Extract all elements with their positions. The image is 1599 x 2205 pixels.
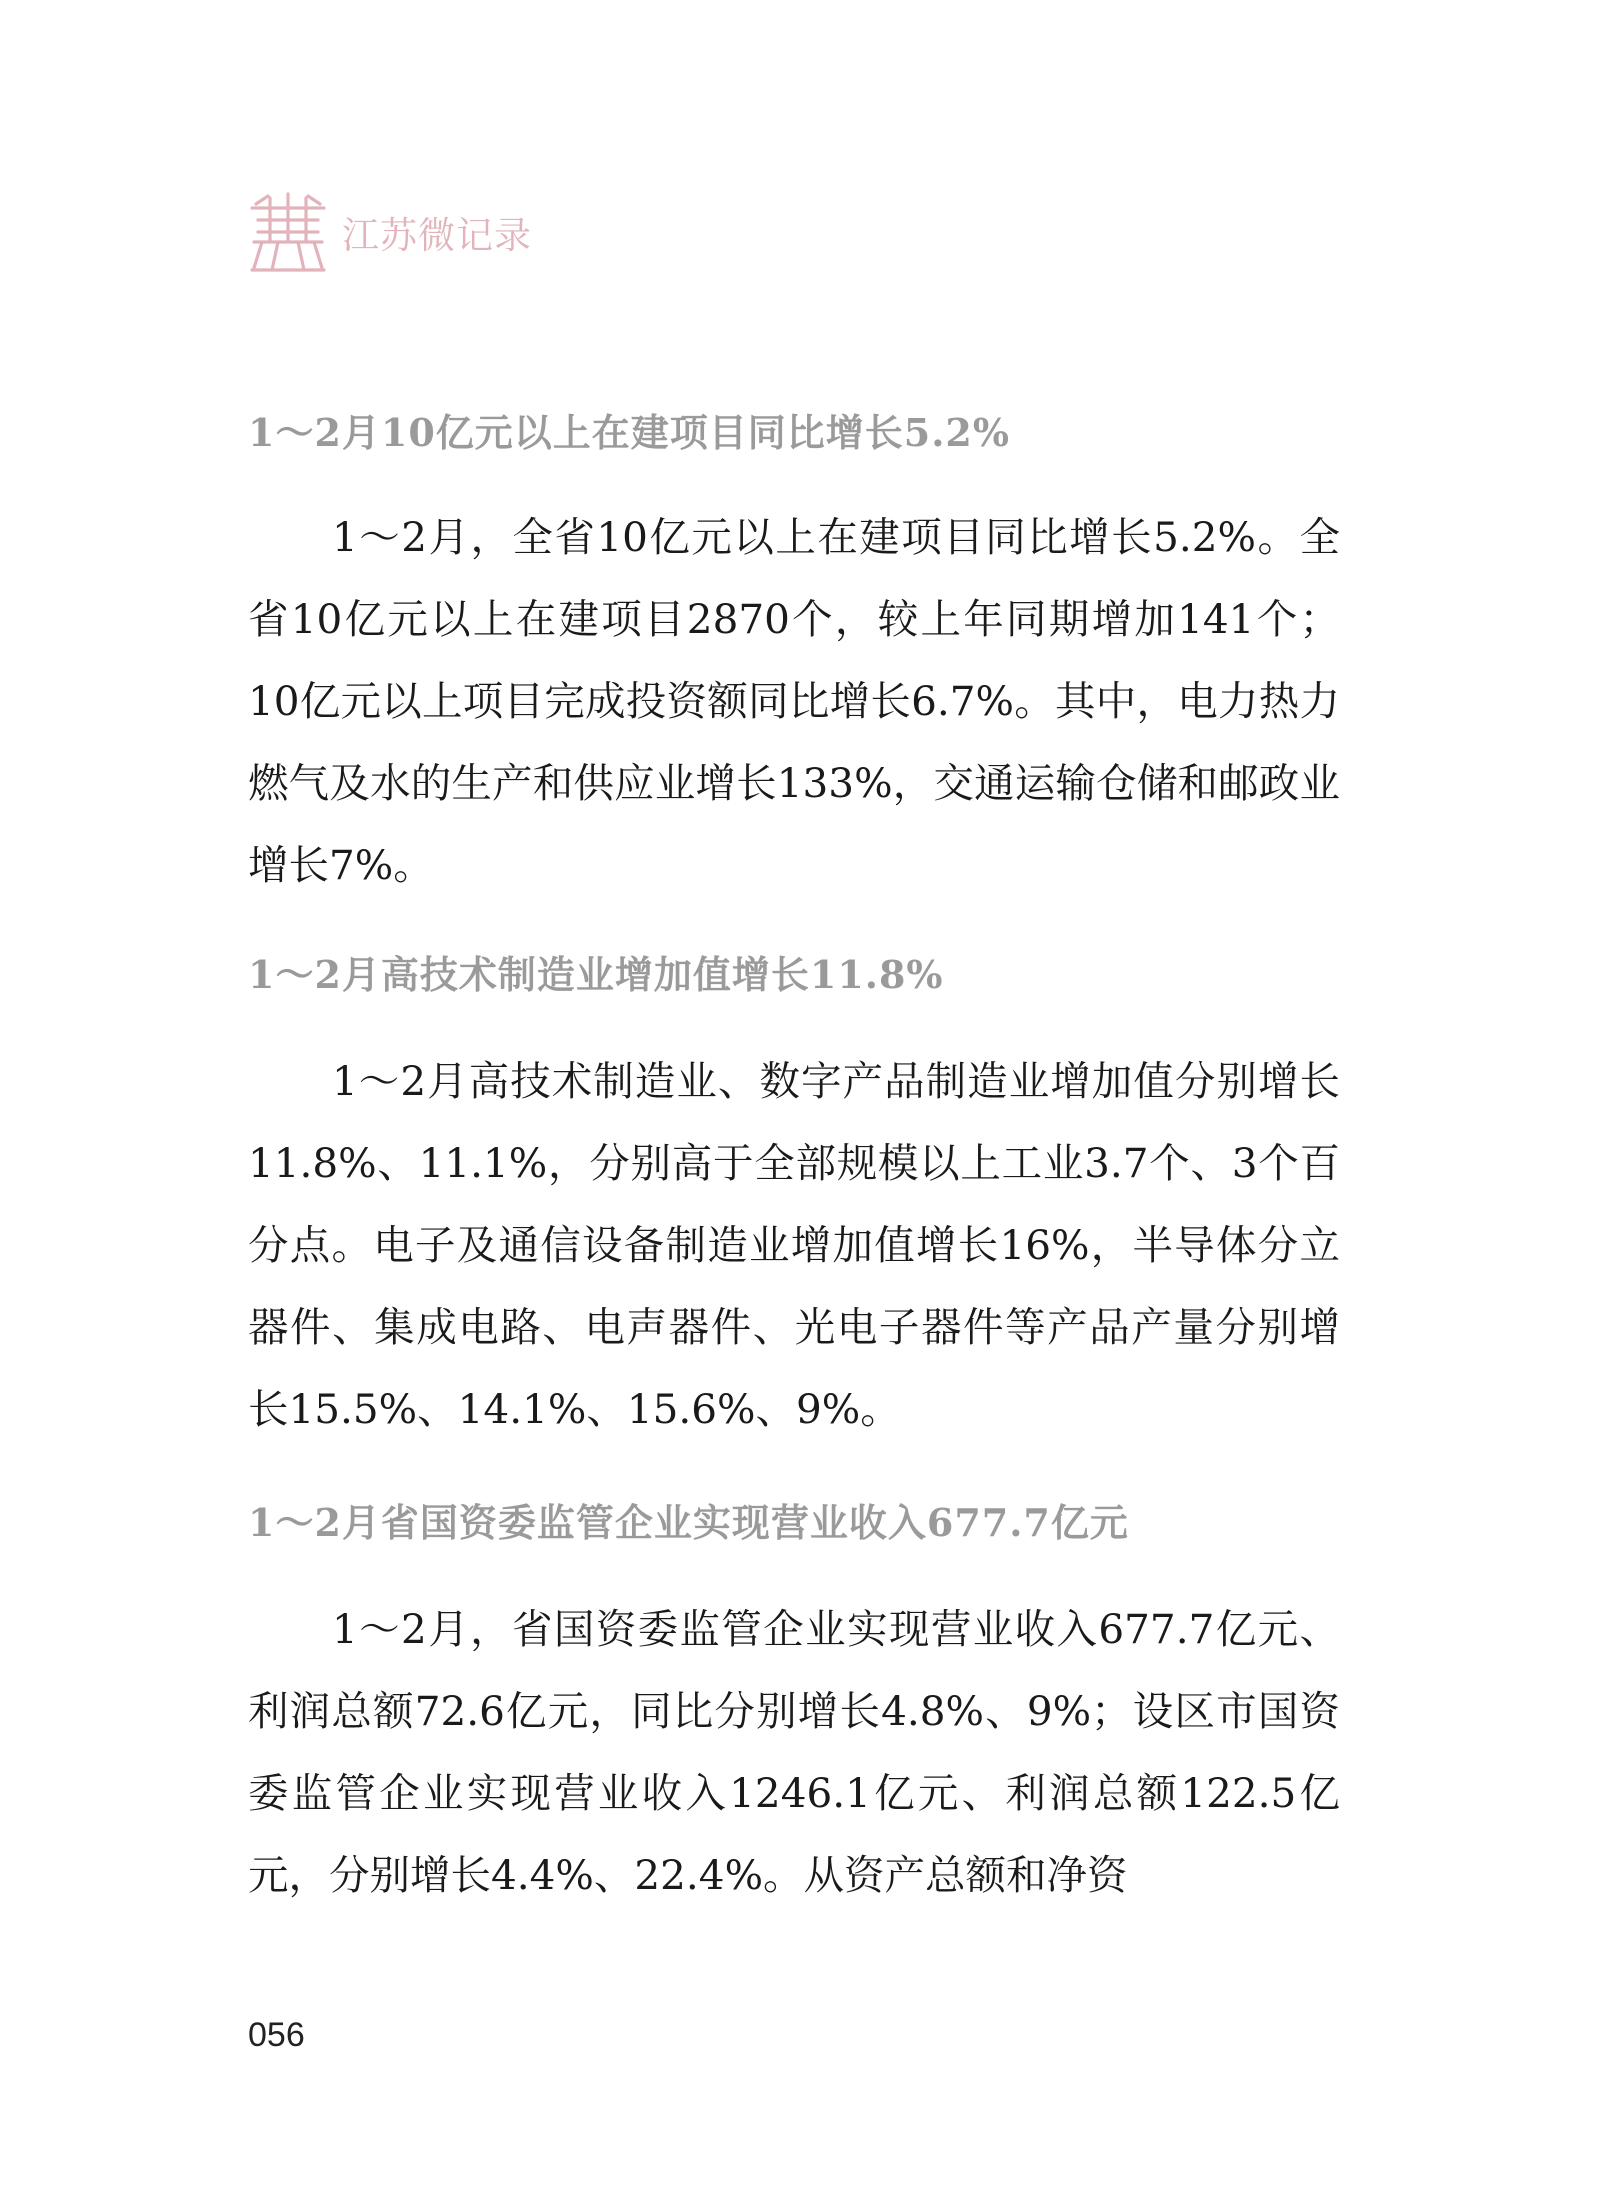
section-heading: 1～2月高技术制造业增加值增长11.8%	[248, 952, 944, 997]
emblem-icon	[248, 190, 328, 274]
section-construction-projects	[248, 404, 1340, 906]
section-heading: 1～2月省国资委监管企业实现营业收入677.7亿元	[248, 1500, 1129, 1545]
section-body: 1～2月高技术制造业、数字产品制造业增加值分别增长11.8%、11.1%，分别高于全部规模以上工业3.7个、3个百分点。电子及通信设备制造业增加值增长16%，半导体分立器件、集成电路、电声器件、光电子器件等产品产量分别增长15.5%、14.1%、15.6%、9%。	[248, 1057, 1340, 1433]
section-high-tech-manufacturing	[248, 946, 1340, 1450]
section-body: 1～2月，省国资委监管企业实现营业收入677.7亿元、利润总额72.6亿元，同比分别增长4.8%、9%；设区市国资委监管企业实现营业收入1246.1亿元、利润总额122.5亿元，分别增长4.4%、22.4%。从资产总额和净资	[248, 1605, 1340, 1899]
section-state-owned-enterprises	[248, 1494, 1340, 1916]
section-heading: 1～2月10亿元以上在建项目同比增长5.2%	[248, 410, 1010, 455]
article-content	[248, 404, 1340, 1916]
header-title: 江苏微记录	[342, 214, 532, 257]
page-number: 056	[248, 2016, 305, 2054]
section-body: 1～2月，全省10亿元以上在建项目同比增长5.2%。全省10亿元以上在建项目2870个，较上年同期增加141个；10亿元以上项目完成投资额同比增长6.7%。其中，电力热力燃气及水的生产和供应业增长133%，交通运输仓储和邮政业增长7%。	[248, 513, 1340, 889]
page-header	[248, 190, 532, 274]
